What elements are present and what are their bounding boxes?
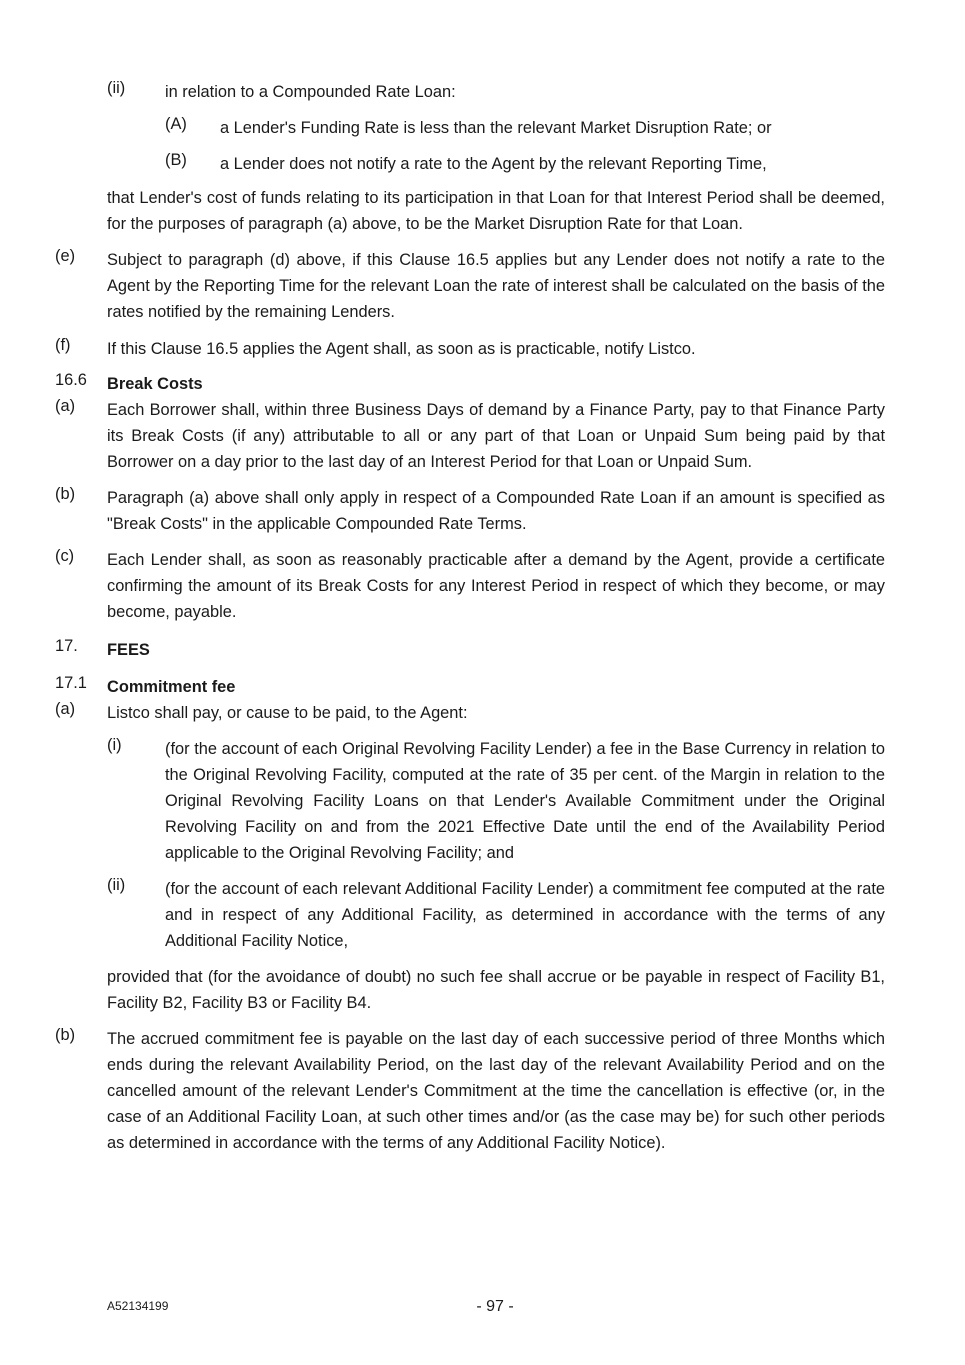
item-number: (i) (107, 736, 122, 754)
item-number: (ii) (107, 79, 126, 97)
item-text: (for the account of each Original Revolving Facility Lender) a fee in the Base Currency in relation to the Original Revolving Facility, computed at the rate of 35 per cent. of the Margin in relation to the Original Revolving Facility Loans on that Lender's Available Commitment under the Original Revolving Facility on and from the 2021 Effective Date until the end of the Availability Period applicable to the Original Revolving Facility; and (165, 740, 885, 862)
heading-number: 16.6 (55, 371, 87, 389)
item-text: in relation to a Compounded Rate Loan: (165, 83, 456, 101)
document-reference: A52134199 (107, 1299, 169, 1313)
paragraph-text: provided that (for the avoidance of doubt) no such fee shall accrue or be payable in respect of Facility B1, Facility B2, Facility B3 or Facility B4. (107, 968, 885, 1012)
item-text: If this Clause 16.5 applies the Agent shall, as soon as is practicable, notify Listco. (107, 340, 696, 358)
item-text: Each Lender shall, as soon as reasonably practicable after a demand by the Agent, provide a certificate confirming the amount of its Break Costs for any Interest Period in respect of which they become, or may become, payable. (107, 551, 885, 621)
item-text: a Lender's Funding Rate is less than the relevant Market Disruption Rate; or (220, 119, 772, 137)
item-text: a Lender does not notify a rate to the Agent by the relevant Reporting Time, (220, 155, 767, 173)
item-number: (b) (55, 1026, 76, 1044)
item-number: (f) (55, 336, 71, 354)
item-number: (ii) (107, 876, 126, 894)
item-text: (for the account of each relevant Additional Facility Lender) a commitment fee computed at the rate and in respect of any Additional Facility, as determined in accordance with the terms of any Additional Facility Notice, (165, 880, 885, 950)
item-number: (B) (165, 151, 187, 169)
item-text: Paragraph (a) above shall only apply in respect of a Compounded Rate Loan if an amount is specified as "Break Costs" in the applicable Compounded Rate Terms. (107, 489, 885, 533)
item-number: (A) (165, 115, 187, 133)
paragraph-text: that Lender's cost of funds relating to its participation in that Loan for that Interest Period shall be deemed, for the purposes of paragraph (a) above, to be the Market Disruption Rate for that Loan. (107, 189, 885, 233)
item-number: (a) (55, 397, 76, 415)
item-text: The accrued commitment fee is payable on the last day of each successive period of three Months which ends during the relevant Availability Period, on the last day of the relevant Availability Period and on the cancelled amount of the relevant Lender's Commitment at the time the cancellation is effective (or, in the case of an Additional Facility Loan, at such other times and/or (as the case may be) for such other periods as determined in accordance with the terms of any Additional Facility Notice). (107, 1030, 885, 1152)
heading-title: Commitment fee (107, 678, 236, 696)
item-text: Subject to paragraph (d) above, if this Clause 16.5 applies but any Lender does not notify a rate to the Agent by the Reporting Time for the relevant Loan the rate of interest shall be calculated on the basis of the rates notified by the remaining Lenders. (107, 251, 885, 321)
item-text: Listco shall pay, or cause to be paid, to the Agent: (107, 704, 468, 722)
item-number: (c) (55, 547, 75, 565)
heading-number: 17. (55, 637, 78, 655)
item-text: Each Borrower shall, within three Business Days of demand by a Finance Party, pay to that Finance Party its Break Costs (if any) attributable to all or any part of that Loan or Unpaid Sum being paid by that Borrower on a day prior to the last day of an Interest Period for that Loan or Unpaid Sum. (107, 401, 885, 471)
page-number: - 97 - (476, 1298, 514, 1315)
heading-title: Break Costs (107, 375, 203, 393)
item-number: (a) (55, 700, 76, 718)
heading-title: FEES (107, 641, 150, 659)
item-number: (b) (55, 485, 76, 503)
heading-number: 17.1 (55, 674, 87, 692)
item-number: (e) (55, 247, 76, 265)
